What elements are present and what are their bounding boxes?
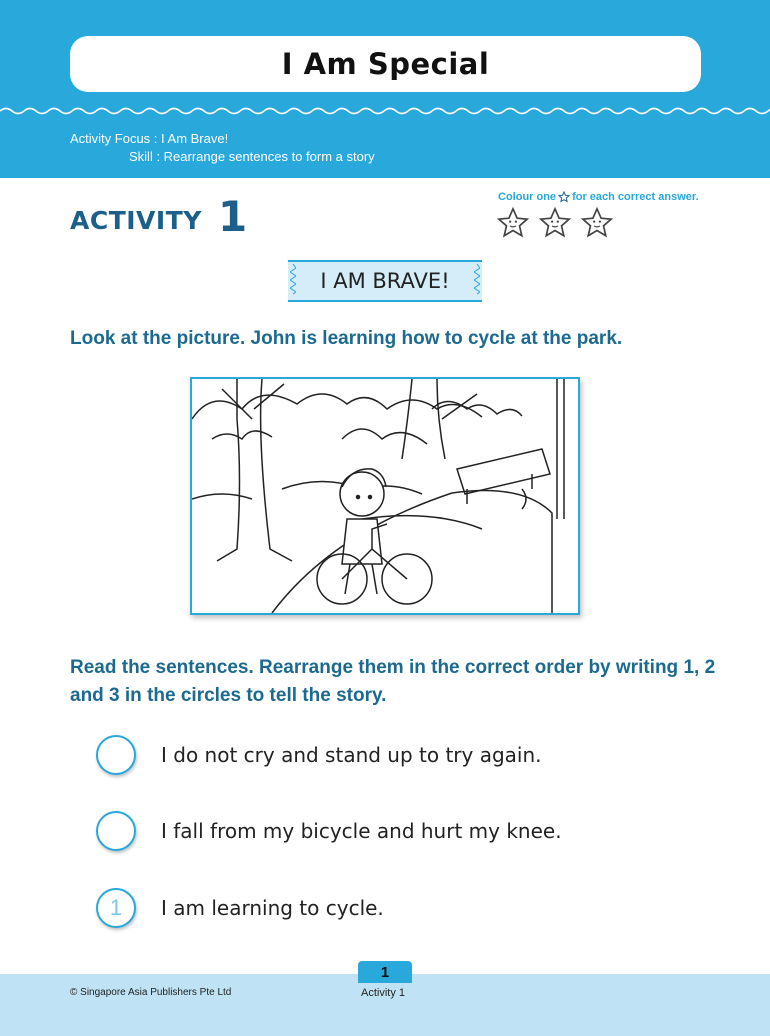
title-box: [70, 36, 701, 92]
banner-edge-right: [474, 264, 480, 298]
copyright: © Singapore Asia Publishers Pte Ltd: [70, 987, 232, 998]
page-number: 1: [358, 961, 412, 983]
activity-focus: Activity Focus : I Am Brave!: [70, 131, 229, 146]
star-icon: [558, 191, 570, 203]
picture-instruction: Look at the picture. John is learning how to cycle at the park.: [70, 328, 623, 349]
sentence-row-2: [96, 809, 562, 853]
boy-with-bicycle-illustration: [192, 379, 578, 613]
order-circle-2[interactable]: [96, 811, 136, 851]
star-outline-icon[interactable]: [538, 206, 572, 240]
page-title: I Am Special: [281, 47, 490, 81]
order-circle-1[interactable]: [96, 735, 136, 775]
sentence-row-1: [96, 733, 542, 777]
star-outline-icon[interactable]: [580, 206, 614, 240]
activity-number: 1: [218, 192, 248, 241]
sentence-instruction: Read the sentences. Rearrange them in the correct order by writing 1, 2 and 3 in the circles to tell the story.: [70, 657, 716, 706]
park-picture: [190, 377, 580, 615]
sentence-text-1: I do not cry and stand up to try again.: [161, 743, 542, 767]
star-outline-icon[interactable]: [496, 206, 530, 240]
sentence-row-3: [96, 886, 384, 930]
star-instruction: [498, 191, 699, 203]
star-rating: [496, 206, 614, 240]
activity-skill: Skill : Rearrange sentences to form a story: [129, 149, 375, 164]
wave-divider: [0, 104, 770, 118]
footer-activity-label: Activity 1: [361, 987, 406, 999]
banner-edge-left: [290, 264, 296, 298]
story-banner: [288, 260, 482, 302]
footer-band: [0, 974, 770, 1036]
star-note-suffix: for each correct answer.: [572, 191, 699, 203]
banner-title: I AM BRAVE!: [320, 269, 450, 293]
header-band: [0, 0, 770, 178]
activity-heading: ACTIVITY: [70, 206, 202, 235]
star-note-prefix: Colour one: [498, 191, 557, 203]
sentence-text-2: I fall from my bicycle and hurt my knee.: [161, 819, 562, 843]
order-circle-3[interactable]: 1: [96, 888, 136, 928]
sentence-text-3: I am learning to cycle.: [161, 896, 384, 920]
